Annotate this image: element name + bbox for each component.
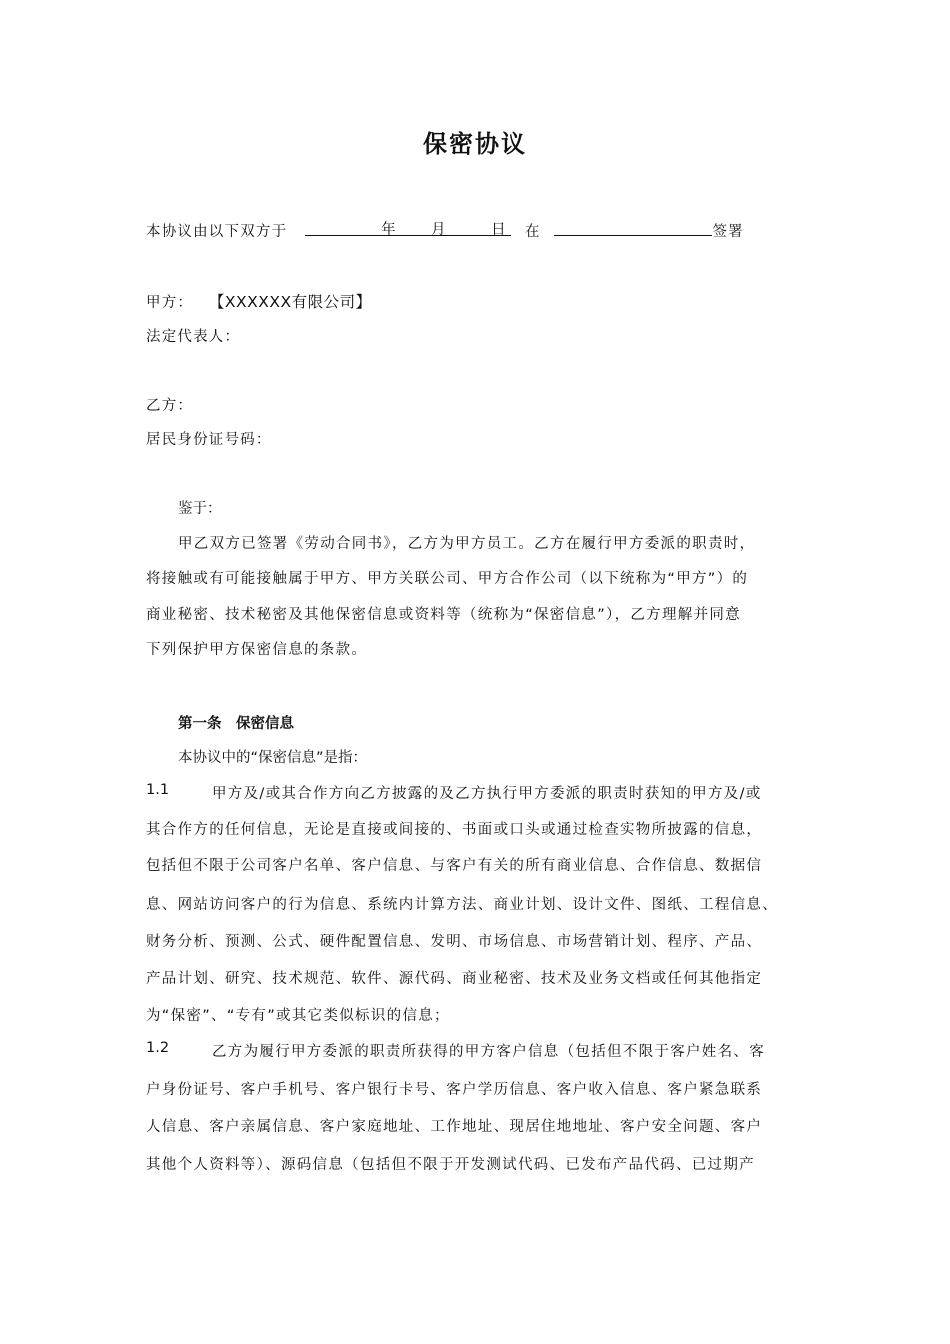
party-a-representative: 法定代表人： (146, 329, 241, 345)
year-label: 年 (381, 222, 397, 238)
clause-1-1-line: 包括但不限于公司客户名单、客户信息、与客户有关的所有商业信息、合作信息、数据信 (146, 858, 763, 874)
party-b-id-label: 居民身份证号码： (146, 432, 272, 448)
party-a-label: 甲方： (146, 295, 194, 311)
month-label: 月 (431, 222, 447, 238)
party-b-label: 乙方： (146, 398, 194, 414)
whereas-line: 将接触或有可能接触属于甲方、甲方关联公司、甲方合作公司（以下统称为“甲方”）的 (146, 571, 749, 587)
clause-1-1-line: 产品计划、研究、技术规范、软件、源代码、商业秘密、技术及业务文档或任何其他指定 (146, 971, 763, 987)
whereas-line: 下列保护甲方保密信息的条款。 (146, 642, 368, 658)
document-title: 保密协议 (423, 130, 527, 158)
party-a-line (146, 290, 372, 312)
clause-1-1-line: 息、网站访问客户的行为信息、系统内计算方法、商业计划、设计文件、图纸、工程信息、 (146, 897, 778, 913)
date-blank (305, 219, 511, 236)
intro-suffix: 签署 (712, 224, 744, 240)
intro-prefix: 本协议由以下双方于 (146, 224, 288, 240)
article-1-intro: 本协议中的“保密信息”是指： (178, 750, 368, 766)
clause-number: 1.1 (146, 782, 170, 798)
clause-1-2-line: 户身份证号、客户手机号、客户银行卡号、客户学历信息、客户收入信息、客户紧急联系 (146, 1082, 763, 1098)
clause-1-1-line: 为“保密”、“专有”或其它类似标识的信息； (146, 1008, 450, 1024)
whereas-label: 鉴于： (178, 501, 222, 517)
clause-1-2-first-line: 乙方为履行甲方委派的职责所获得的甲方客户信息（包括但不限于客户姓名、客 (212, 1044, 765, 1060)
article-1-heading: 第一条 保密信息 (178, 716, 294, 732)
at-label: 在 (524, 224, 541, 240)
whereas-line: 甲乙双方已签署《劳动合同书》，乙方为甲方员工。乙方在履行甲方委派的职责时， (178, 536, 756, 552)
clause-1-1-line: 其合作方的任何信息，无论是直接或间接的、书面或口头或通过检查实物所披露的信息， (146, 822, 763, 838)
clause-1-1-first-line: 甲方及/或其合作方向乙方披露的及乙方执行甲方委派的职责时获知的甲方及/或 (212, 786, 762, 802)
place-blank (554, 219, 712, 236)
clause-1-2-line: 人信息、客户亲属信息、客户家庭地址、工作地址、现居住地地址、客户安全问题、客户 (146, 1119, 763, 1135)
clause-1-2-line: 其他个人资料等）、源码信息（包括但不限于开发测试代码、已发布产品代码、已过期产 (146, 1157, 755, 1173)
clause-number: 1.2 (146, 1040, 170, 1056)
clause-1-1-line: 财务分析、预测、公式、硬件配置信息、发明、市场信息、市场营销计划、程序、产品、 (146, 934, 763, 950)
day-label: 日 (491, 222, 507, 238)
whereas-line: 商业秘密、技术秘密及其他保密信息或资料等（统称为“保密信息”），乙方理解并同意 (146, 607, 741, 623)
signing-line (146, 219, 744, 241)
party-a-name: 【XXXXXX有限公司】 (208, 293, 372, 311)
